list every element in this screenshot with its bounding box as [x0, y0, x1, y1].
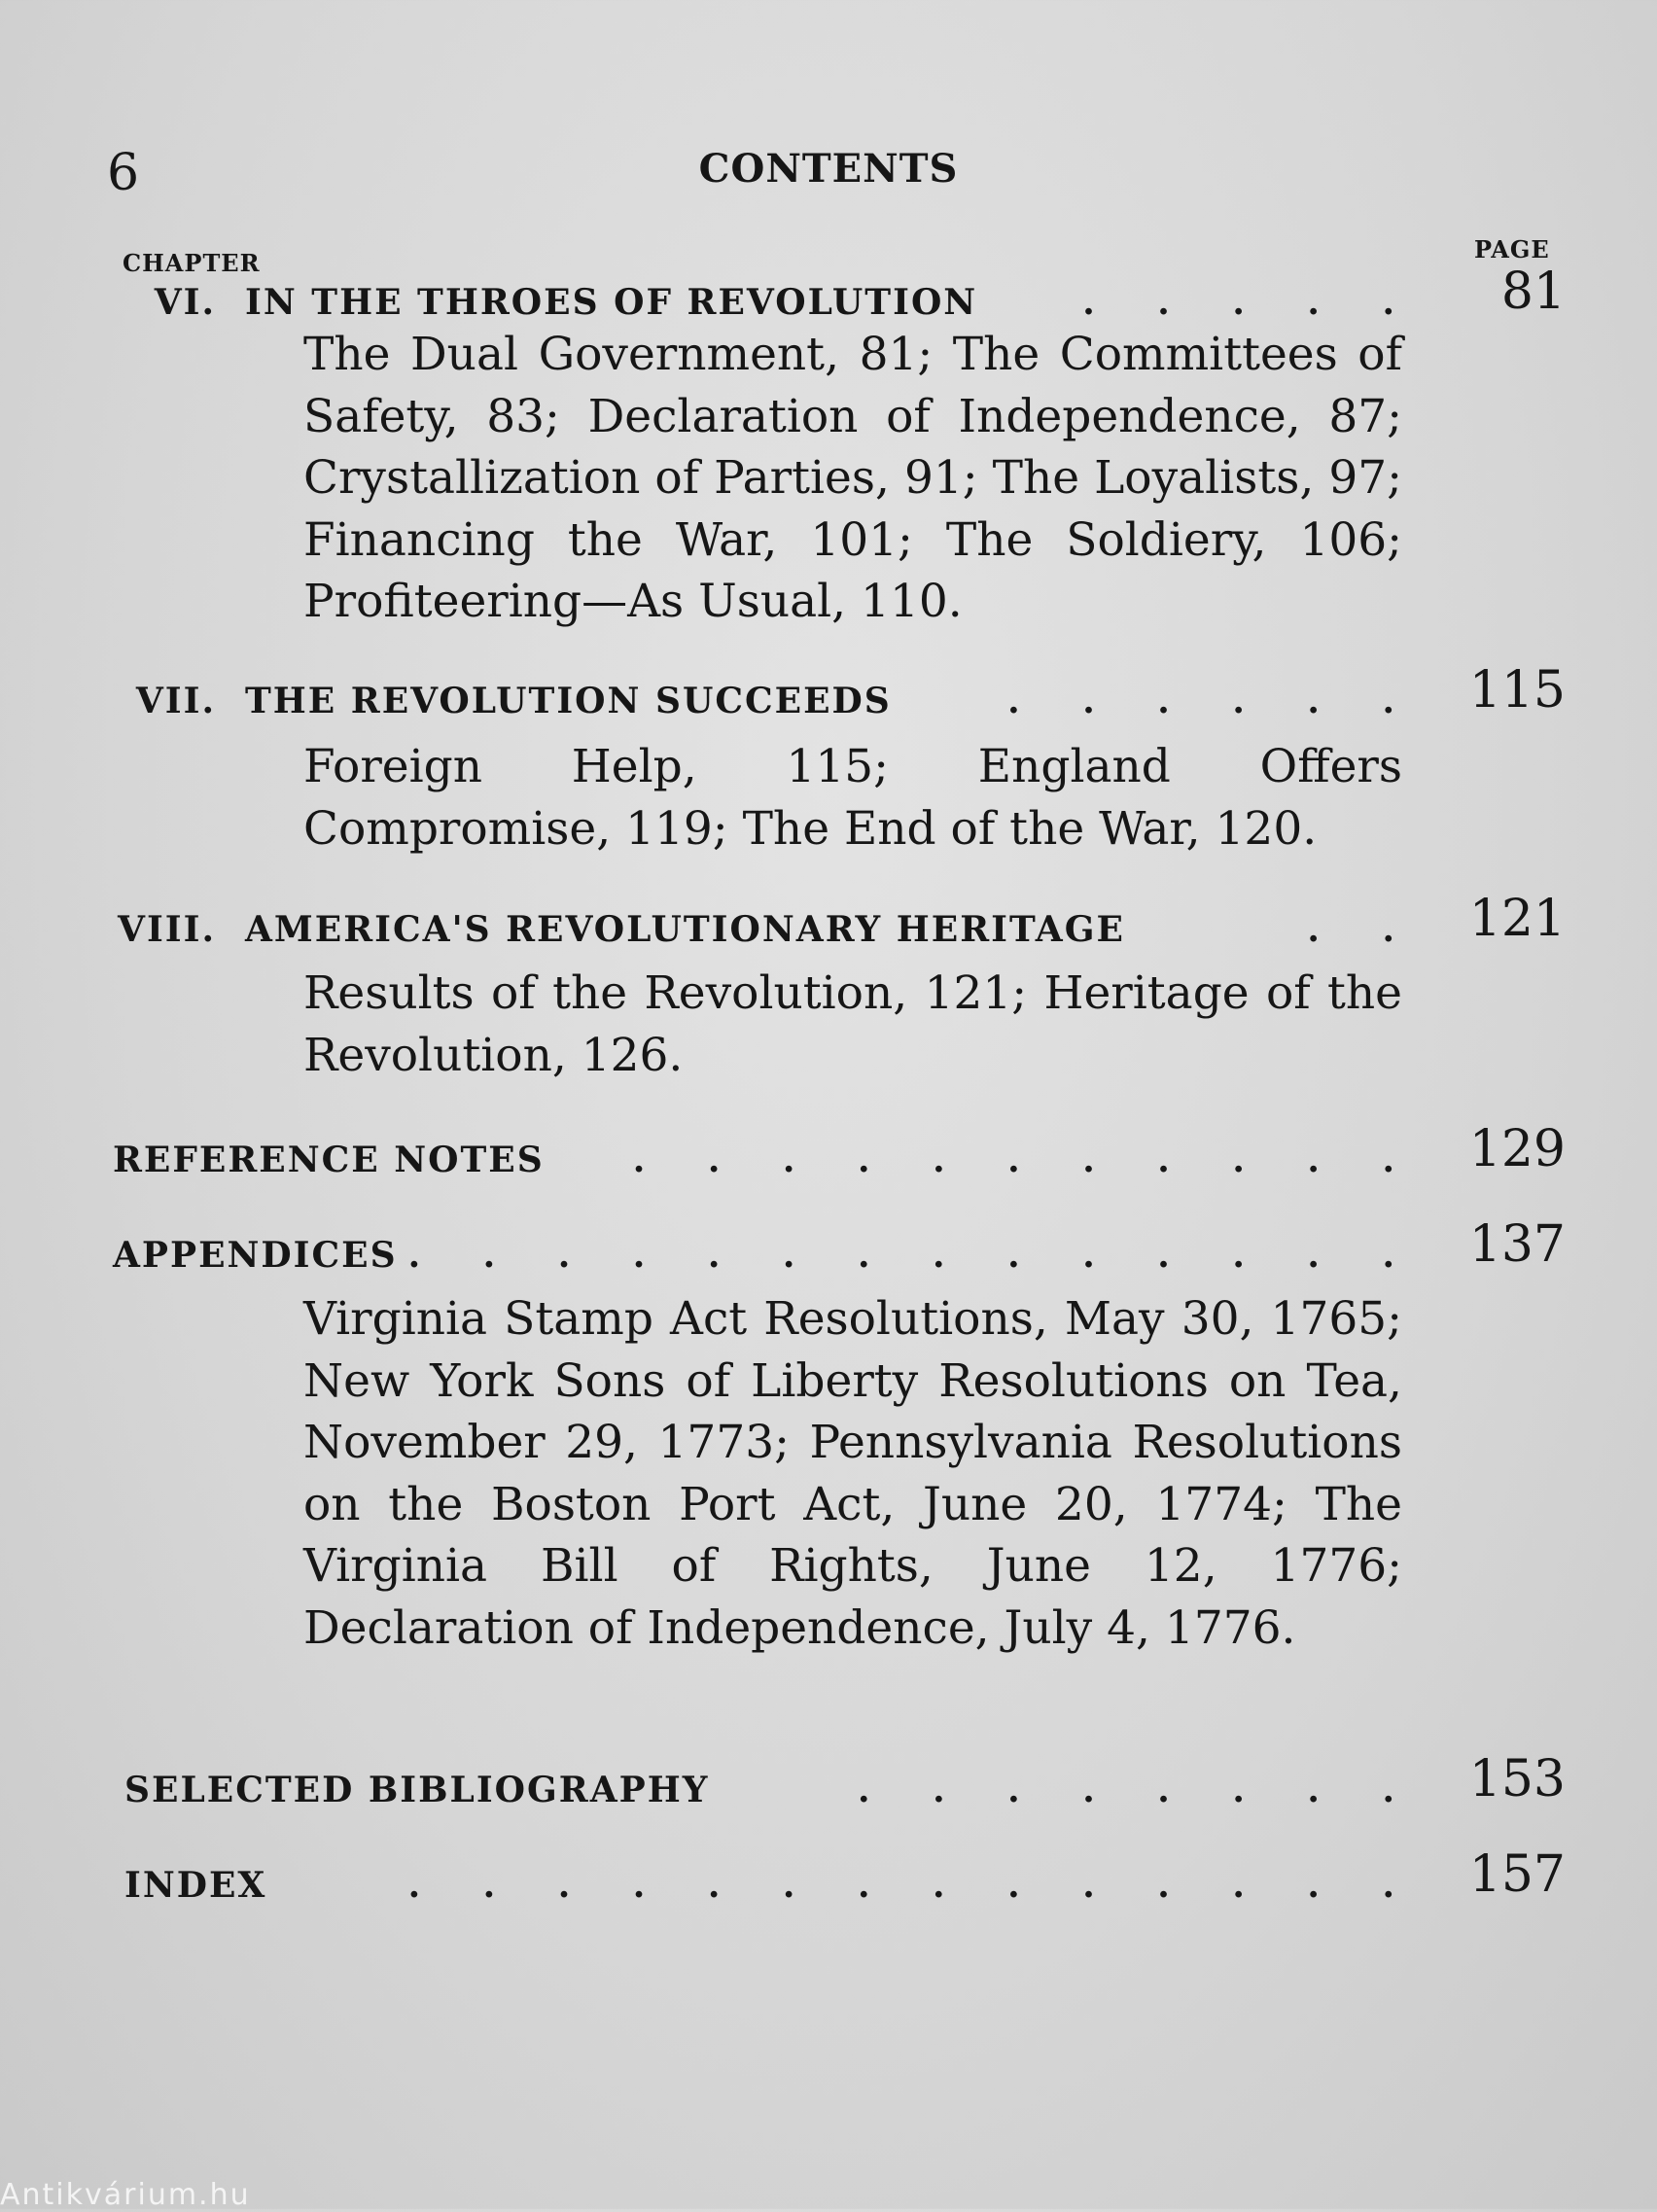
page-reference: 153 [1468, 1750, 1566, 1808]
dot-leader: . . [1307, 909, 1420, 950]
toc-entry-reference-notes [107, 1120, 1566, 1188]
page-reference: 157 [1468, 1845, 1566, 1904]
toc-entry-chapter-7 [107, 661, 1566, 729]
toc-entry-chapter-6 [107, 263, 1566, 331]
section-title: REFERENCE NOTES [113, 1140, 545, 1180]
watermark: Antikvárium.hu [0, 2178, 251, 2212]
chapter-numeral: VIII. [118, 909, 216, 950]
page-column-label: PAGE [1474, 235, 1550, 263]
section-title: APPENDICES [113, 1235, 398, 1276]
page-reference: 137 [1468, 1215, 1566, 1274]
toc-entry-chapter-8 [107, 890, 1566, 958]
dot-leader: . . . . . . . . . . . [632, 1140, 1420, 1180]
chapter-title: AMERICA'S REVOLUTIONARY HERITAGE [245, 909, 1125, 950]
page-number: 6 [107, 144, 140, 202]
dot-leader: . . . . . . [1007, 681, 1420, 721]
dot-leader: . . . . . [1082, 282, 1420, 323]
dot-leader: . . . . . . . . [858, 1770, 1420, 1810]
chapter-column-label: CHAPTER [123, 249, 261, 277]
appendix-contents: Virginia Stamp Act Resolutions, May 30, 1765; New York Sons of Liberty Resolutions on Tea, November 29, 1773; Pennsylvania Resolutions on the Boston Port Act, June 20, 1774; The Virginia Bill of Rights, June 12, 1776; Declaration of Independence, July 4, 1776. [303, 1292, 1402, 1655]
chapter-numeral: VI. [154, 282, 216, 323]
page-reference: 121 [1468, 890, 1566, 948]
chapter-title: THE REVOLUTION SUCCEEDS [245, 681, 892, 721]
page-reference: 129 [1468, 1120, 1566, 1178]
section-title: INDEX [124, 1865, 267, 1906]
chapter-sections: Results of the Revolution, 121; Heritage of the Revolution, 126. [303, 966, 1402, 1082]
chapter-title: IN THE THROES OF REVOLUTION [245, 282, 978, 323]
page-title: CONTENTS [698, 146, 959, 192]
chapter-sections: Foreign Help, 115; England Offers Compromise, 119; The End of the War, 120. [303, 740, 1402, 856]
toc-entry-bibliography [107, 1750, 1566, 1818]
section-title: SELECTED BIBLIOGRAPHY [124, 1770, 710, 1810]
page-reference: 115 [1468, 661, 1566, 720]
page-reference: 81 [1500, 263, 1566, 321]
dot-leader: . . . . . . . . . . . . . . [407, 1865, 1420, 1906]
chapter-sections: The Dual Government, 81; The Committees of Safety, 83; Declaration of Independence, 87; Crystallization of Parties, 91; The Loyalists, 97; Financing the War, 101; The Soldiery, 106; Profiteering—As Usual, 110. [303, 328, 1402, 628]
toc-entry-appendices [107, 1215, 1566, 1283]
dot-leader: . . . . . . . . . . . . . . [407, 1235, 1420, 1276]
chapter-numeral: VII. [135, 681, 216, 721]
toc-entry-index [107, 1845, 1566, 1914]
